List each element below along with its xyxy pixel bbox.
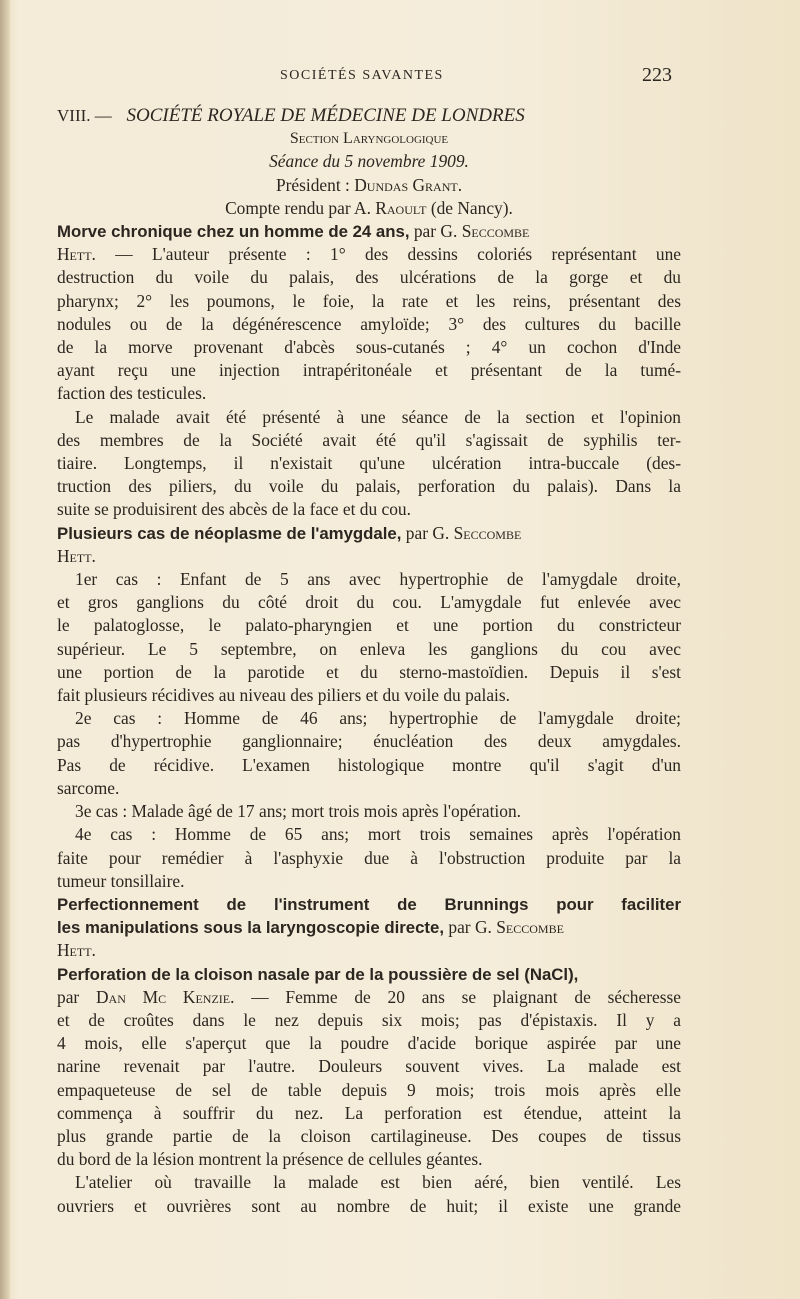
article-4-line-1	[57, 986, 681, 1009]
case-2-line: Pas de récidive. L'examen histologique montre qu'il s'agit d'un	[57, 754, 681, 775]
article-3-author-b: Hett.	[57, 940, 96, 961]
article-1-line: faction des testicules.	[57, 383, 207, 404]
article-1-line: nodules ou de la dégénérescence amyloïde; 3° des cultures du bacille	[57, 313, 681, 334]
article-3-title-2: les manipulations sous la laryngoscopie directe,	[57, 918, 445, 938]
article-1-para2-line: tiaire. Longtemps, il n'existait qu'une ulcération intra-buccale (des-	[57, 453, 681, 474]
article-4-para2-line: ouvriers et ouvrières sont au nombre de huit; il existe une grande	[57, 1195, 681, 1216]
page-number: 223	[642, 64, 672, 86]
article-4-line: narine revenait par l'autre. Douleurs souvent vives. La malade est	[57, 1056, 681, 1077]
article-3-title-line-2	[57, 916, 681, 939]
article-2-by: par G.	[405, 522, 450, 543]
case-1-line: le palatoglosse, le palato-pharyngien et une portion du constricteur	[57, 615, 681, 636]
case-1-line: fait plusieurs récidives au niveau des piliers et du voile du palais.	[57, 685, 510, 706]
case-1-line: 1er cas : Enfant de 5 ans avec hypertrophie de l'amygdale droite,	[75, 569, 681, 590]
section-numeral: VIII. —	[57, 106, 112, 125]
section-heading	[57, 104, 681, 127]
article-3-author: Seccombe	[496, 917, 564, 938]
case-4-line: faite pour remédier à l'asphyxie due à l'obstruction produite par la	[57, 847, 681, 868]
section-title: SOCIÉTÉ ROYALE DE MÉDECINE DE LONDRES	[126, 105, 525, 126]
page-spine	[0, 0, 10, 1299]
president-name: Dundas Grant.	[354, 174, 463, 195]
article-4-by: par	[57, 986, 80, 1007]
article-4-line: du bord de la lésion montrent la présence de cellules géantes.	[57, 1149, 483, 1170]
article-1-line: de la morve provenant d'abcès sous-cutanés ; 4° un cochon d'Inde	[57, 337, 681, 358]
article-2-title: Plusieurs cas de néoplasme de l'amygdale,	[57, 523, 402, 543]
subsection-title: Section Laryngologique	[289, 130, 449, 148]
article-1-para2-line: des membres de la Société avait été qu'il s'agissait de syphilis ter-	[57, 429, 681, 450]
report-label: Compte rendu par A.	[225, 197, 371, 218]
running-head	[0, 64, 800, 88]
article-1-by: par G.	[413, 221, 458, 242]
case-4-line: 4e cas : Homme de 65 ans; mort trois semaines après l'opération	[75, 824, 681, 845]
article-1-para2-line: suite se produisirent des abcès de la face et du cou.	[57, 499, 411, 520]
article-2-author: Seccombe	[453, 522, 522, 543]
article-1-title: Morve chronique chez un homme de 24 ans,	[57, 222, 410, 242]
article-3-title-1: Perfectionnement de l'instrument de Brunnings pour faciliter	[57, 894, 681, 914]
report-author: Raoult	[375, 197, 427, 218]
article-4-line-1-text: — Femme de 20 ans se plaignant de sécheresse	[251, 986, 681, 1007]
article-4-line: 4 mois, elle s'aperçut que la poudre d'acide borique aspirée par une	[57, 1033, 681, 1054]
article-4-line: empaqueteuse de sel de table depuis 9 mois; trois mois après elle	[57, 1079, 681, 1100]
article-1-line: ayant reçu une injection intrapéritonéale et présentant de la tumé-	[57, 360, 681, 381]
president-label: Président :	[275, 174, 350, 195]
case-1-line: et gros ganglions du côté droit du cou. L'amygdale fut enlevée avec	[57, 592, 681, 613]
report-place: (de Nancy).	[430, 197, 513, 218]
report-line	[57, 197, 681, 220]
president-line	[57, 174, 681, 197]
article-4-line: plus grande partie de la cloison cartilagineuse. Des coupes de tissus	[57, 1125, 681, 1146]
article-1-title-line	[57, 220, 681, 243]
article-4-author: Dan Mc Kenzie.	[96, 986, 235, 1007]
article-4-title-line	[57, 963, 681, 986]
text-body	[57, 104, 681, 1218]
article-1-line: destruction du voile du palais, des ulcérations de la gorge et du	[57, 267, 681, 288]
case-1-line: supérieur. Le 5 septembre, on enleva les ganglions du cou avec	[57, 638, 681, 659]
article-1-para2-line: truction des piliers, du voile du palais, perforation du palais). Dans la	[57, 476, 681, 497]
article-2-author-b: Hett.	[57, 545, 96, 566]
article-1-author-b: Hett.	[57, 244, 96, 265]
article-4-line: et de croûtes dans le nez depuis six mois; pas d'épistaxis. Il y a	[57, 1009, 681, 1030]
case-2-line: pas d'hypertrophie ganglionnaire; énucléation des deux amygdales.	[57, 731, 681, 752]
article-1-para2-line: Le malade avait été présenté à une séance de la section et l'opinion	[75, 406, 681, 427]
running-head-title: SOCIÉTÉS SAVANTES	[280, 68, 444, 83]
case-3-line: 3e cas : Malade âgé de 17 ans; mort trois mois après l'opération.	[75, 801, 521, 822]
session-date: Séance du 5 novembre 1909.	[269, 151, 469, 172]
article-1-line-1-text: — L'auteur présente : 1° des dessins coloriés représentant une	[115, 244, 681, 265]
article-4-title: Perforation de la cloison nasale par de la poussière de sel (NaCl),	[57, 964, 579, 984]
article-4-para2-line: L'atelier où travaille la malade est bien aéré, bien ventilé. Les	[75, 1172, 681, 1193]
article-1-line-1	[57, 243, 681, 266]
article-1-author: Seccombe	[461, 221, 530, 242]
case-2-line: sarcome.	[57, 777, 120, 798]
case-2-line: 2e cas : Homme de 46 ans; hypertrophie de l'amygdale droite;	[75, 708, 681, 729]
article-4-line: commença à souffrir du nez. La perforation est étendue, atteint la	[57, 1102, 681, 1123]
article-3-title-line-1	[57, 893, 681, 916]
article-2-title-line	[57, 522, 681, 545]
case-4-line: tumeur tonsillaire.	[57, 870, 185, 891]
article-1-line: pharynx; 2° les poumons, le foie, la rate et les reins, présentant des	[57, 290, 681, 311]
case-1-line: une portion de la parotide et du sterno-mastoïdien. Depuis il s'est	[57, 661, 681, 682]
article-3-by: par G.	[448, 917, 492, 938]
